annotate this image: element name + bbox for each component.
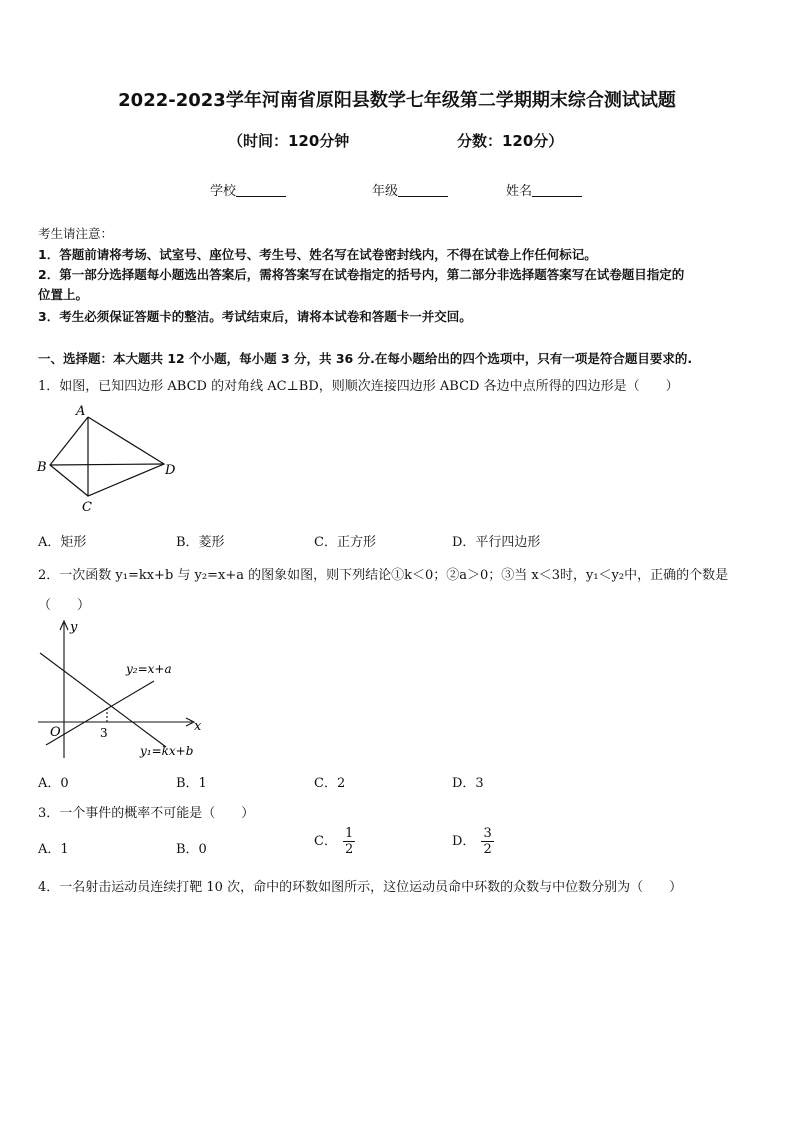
school-label: 学校: [210, 184, 237, 199]
q1-quadrilateral-outline: [50, 417, 164, 496]
q2-origin-label: O: [50, 725, 61, 740]
q3-option-d[interactable]: [452, 826, 494, 857]
q1-option-b[interactable]: B．菱形: [176, 535, 225, 550]
q2-function-graph: [30, 615, 210, 765]
q3-option-d-denominator: 2: [483, 842, 492, 857]
q3-option-d-label: D．: [452, 834, 476, 849]
q1-option-d[interactable]: D．平行四边形: [452, 535, 541, 550]
q3-option-c-denominator: 2: [344, 842, 354, 857]
q3-option-a[interactable]: A．1: [38, 842, 69, 857]
q1-diagonal-bd: [50, 464, 164, 465]
grade-label: 年级: [372, 184, 399, 199]
q2-option-d[interactable]: D．3: [452, 776, 484, 791]
q2-option-a[interactable]: A．0: [38, 776, 69, 791]
q3-option-d-numerator: 3: [483, 826, 492, 841]
q3-option-d-fraction: [481, 826, 493, 857]
name-blank[interactable]: [532, 183, 582, 197]
exam-time: （时间：120分钟: [228, 132, 350, 150]
q1-quadrilateral-figure: [30, 398, 190, 518]
q1-label-a: A: [76, 404, 86, 419]
grade-field[interactable]: [372, 180, 448, 199]
q2-stem-line2: （ ）: [38, 598, 91, 613]
q1-option-c[interactable]: C．正方形: [314, 535, 376, 550]
q2-option-c[interactable]: C．2: [314, 776, 346, 791]
q1-label-c: C: [82, 500, 92, 515]
q2-stem-line1: 2．一次函数 y₁=kx+b 与 y₂=x+a 的图象如图，则下列结论①k＜0；②a＞0；③当 x＜3时，y₁＜y₂中，正确的个数是: [38, 568, 729, 583]
q3-option-c-fraction: [343, 826, 355, 857]
school-field[interactable]: [210, 180, 286, 199]
q1-option-a[interactable]: A．矩形: [38, 535, 87, 550]
q1-label-d: D: [165, 463, 176, 478]
q2-y-label: y: [70, 620, 78, 635]
q1-label-b: B: [37, 460, 47, 475]
section-heading: 一、选择题：本大题共 12 个小题，每小题 3 分，共 36 分.在每小题给出的四个选项中，只有一项是符合题目要求的.: [38, 351, 693, 366]
q3-option-c-numerator: 1: [344, 826, 354, 841]
notice-heading: 考生请注意：: [38, 226, 114, 241]
notice-item-1: 1．答题前请将考场、试室号、座位号、考生号、姓名写在试卷密封线内，不得在试卷上作任何标记。: [38, 247, 597, 262]
exam-score: 分数：120分）: [457, 132, 564, 150]
grade-blank[interactable]: [398, 183, 448, 197]
q2-tick-3: 3: [100, 726, 108, 740]
q4-stem: 4．一名射击运动员连续打靶 10 次，命中的环数如图所示，这位运动员命中环数的众数与中位数分别为（ ）: [38, 880, 683, 895]
q3-stem: 3．一个事件的概率不可能是（ ）: [38, 806, 255, 821]
name-field[interactable]: [506, 180, 582, 199]
notice-item-2-cont: 位置上。: [38, 287, 89, 302]
q2-line-y1-label: y₁=kx+b: [140, 744, 194, 758]
q3-option-b[interactable]: B．0: [176, 842, 207, 857]
q3-option-c[interactable]: [314, 826, 355, 857]
q3-option-c-label: C．: [314, 834, 337, 849]
q2-option-b[interactable]: B．1: [176, 776, 207, 791]
notice-item-2: 2．第一部分选择题每小题选出答案后，需将答案写在试卷指定的括号内，第二部分非选择题答案写在试卷题目指定的: [38, 267, 685, 282]
q1-stem: 1．如图，已知四边形 ABCD 的对角线 AC⊥BD，则顺次连接四边形 ABCD 各边中点所得的四边形是（ ）: [38, 379, 679, 394]
page-title: 2022-2023学年河南省原阳县数学七年级第二学期期末综合测试试题: [118, 90, 676, 111]
school-blank[interactable]: [236, 183, 286, 197]
notice-item-3: 3．考生必须保证答题卡的整洁。考试结束后，请将本试卷和答题卡一并交回。: [38, 309, 472, 324]
name-label: 姓名: [506, 184, 533, 199]
q2-x-label: x: [194, 719, 202, 734]
q2-line-y2-label: y₂=x+a: [126, 662, 172, 676]
